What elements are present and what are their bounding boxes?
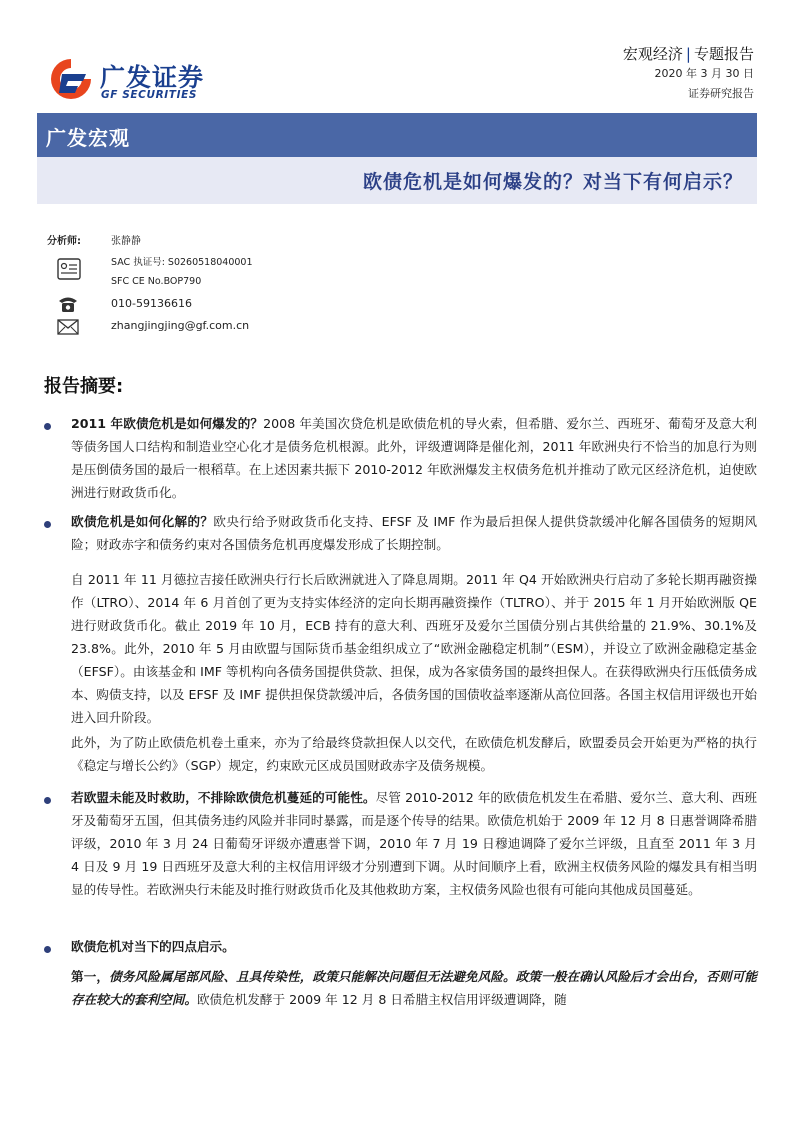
bullet-icon (44, 797, 51, 804)
series-separator: | (685, 45, 691, 63)
summary-para-3: 自 2011 年 11 月德拉吉接任欧洲央行行长后欧洲就进入了降息周期。2011 年 Q4 开始欧洲央行启动了多轮长期再融资操作（LTRO）、2014 年 6 月首创了更为支持实体经济的定向长期再融资操作（TLTRO）、并于 2015 年 1 月开始欧洲版 QE 进行财政货币化。截止 2019 年 10 月，ECB 持有的意大利、西班牙及爱尔兰国债分别占其供给量的 21.9%、30.1%及 23.8%。此外，2010 年 5 月由欧盟与国际货币基金组织成立了“欧洲金融稳定机制”（ESM），并设立了欧洲金融稳定基金（EFSF）。由该基金和 IMF 等机构向各债务国提供贷款、担保，成为各家债务国的最终担保人。在获得欧洲央行压低债务成本、购债支持，以及 EFSF 及 IMF 提供担保贷款缓冲后，各债务国的国债收益率逐渐从高位回落。各国主权信用评级也开始进入回升阶段。 (71, 572, 757, 725)
para-7-emphasis: 债务风险属尾部风险、且具传染性，政策只能解决问题但无法避免风险。政策一般在确认风险后才会出台，否则可能存在较大的套利空间。 (71, 969, 758, 1007)
report-type: 证券研究报告 (688, 87, 754, 100)
report-meta (623, 44, 754, 104)
bullet-icon (44, 423, 51, 430)
bullet-icon (44, 521, 51, 528)
para-7-text: 欧债危机发酵于 2009 年 12 月 8 日希腊主权信用评级遭调降，随 (196, 992, 567, 1007)
para-6-heading: 欧债危机对当下的四点启示。 (71, 939, 235, 954)
summary-para-2 (71, 510, 757, 556)
section-label: 广发宏观 (46, 126, 130, 150)
sac-number: SAC 执证号: S0260518040001 (111, 257, 253, 268)
para-1-heading: 2011 年欧债危机是如何爆发的？ (71, 416, 264, 431)
report-series (623, 44, 754, 64)
para-2-text: 欧央行给予财政货币化支持、EFSF 及 IMF 作为最后担保人提供贷款缓冲化解各国债务的短期风险；财政赤字和债务约束对各国债务危机再度爆发形成了长期控制。 (71, 514, 757, 552)
title-band (37, 113, 757, 204)
brand-name-en: GF SECURITIES (101, 89, 198, 101)
analyst-label: 分析师: (47, 236, 81, 247)
band-bottom (37, 157, 757, 204)
summary-heading: 报告摘要: (44, 376, 124, 397)
analyst-name: 张静静 (111, 236, 141, 247)
brand-name-cn: 广发证券 (100, 63, 205, 92)
brand-logo (48, 56, 208, 106)
bullet-icon (44, 946, 51, 953)
summary-para-4: 此外，为了防止欧债危机卷土重来，亦为了给最终贷款担保人以交代，在欧债危机发酵后，欧盟委员会开始更为严格的执行《稳定与增长公约》（SGP）规定，约束欧元区成员国财政赤字及债务规模。 (71, 735, 757, 773)
para-5-text: 尽管 2010-2012 年的欧债危机发生在希腊、爱尔兰、意大利、西班牙及葡萄牙五国，但其债务违约风险并非同时暴露，而是逐个传导的结果。欧债危机始于 2009 年 12 月 8 日惠誉调降希腊评级，2010 年 3 月 24 日葡萄牙评级亦遭惠誉下调，2010 年 7 月 19 日穆迪调降了爱尔兰评级，且直至 2011 年 3 月 4 日及 9 月 19 日西班牙及意大利的主权信用评级才分别遭到下调。从时间顺序上看，欧洲主权债务风险的爆发具有相当明显的传导性。若欧洲央行未能及时推行财政货币化及其他救助方案，主权债务风险也很有可能向其他成员国蔓延。 (71, 790, 757, 897)
para-5-heading: 若欧盟未能及时救助，不排除欧债危机蔓延的可能性。 (71, 790, 376, 805)
report-series-a: 宏观经济 (622, 45, 683, 63)
para-1-text: 2008 年美国次贷危机是欧债危机的导火索，但希腊、爱尔兰、西班牙、葡萄牙及意大利等债务国人口结构和制造业空心化才是债务危机根源。此外，评级遭调降是催化剂，2011 年欧洲央行不恰当的加息行为则是压倒债务国的最后一根稻草。在上述因素共振下 2010-2012 年欧洲爆发主权债务危机并推动了欧元区经济危机，迫使欧洲进行财政货币化。 (71, 416, 757, 500)
para-2-heading: 欧债危机是如何化解的？ (71, 514, 214, 529)
analyst-email[interactable]: zhangjingjing@gf.com.cn (111, 319, 250, 332)
report-date: 2020 年 3 月 30 日 (654, 67, 754, 80)
summary-para-5 (71, 786, 757, 901)
certificate-icon (57, 258, 81, 280)
summary-para-7 (71, 965, 757, 1011)
report-title: 欧债危机是如何爆发的？对当下有何启示？ (362, 171, 743, 193)
phone-icon (57, 295, 79, 313)
sfc-number: SFC CE No.BOP790 (111, 276, 202, 287)
analyst-phone: 010-59136616 (111, 297, 192, 310)
summary-para-1 (71, 412, 757, 504)
gf-logo-icon (48, 56, 94, 102)
band-top (37, 113, 757, 157)
report-series-b: 专题报告 (693, 45, 754, 63)
summary-para-6 (71, 935, 757, 958)
email-icon (57, 319, 79, 335)
para-7-lead: 第一， (71, 969, 110, 984)
